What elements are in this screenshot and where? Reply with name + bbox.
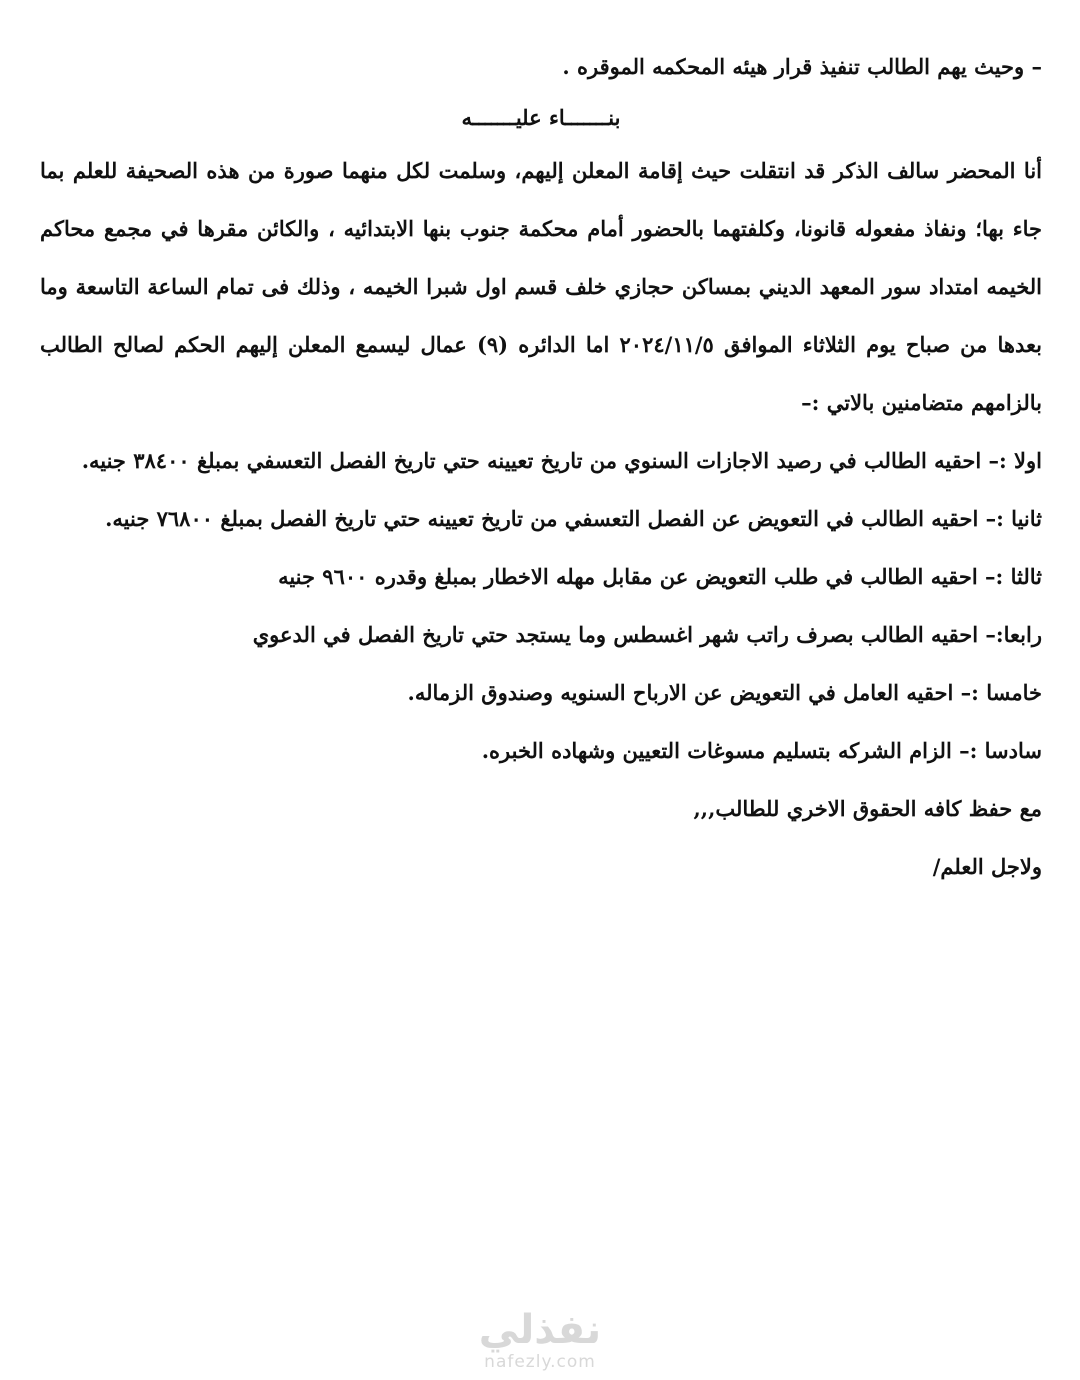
section-heading: بنـــــــاء عليـــــــه <box>461 105 621 130</box>
paragraph-line: أنا المحضر سالف الذكر قد انتقلت حيث إقامة المعلن إليهم، وسلمت لكل منهما صورة من هذه الصحيفة للعلم بما <box>40 158 1042 183</box>
document-body <box>40 40 1042 896</box>
watermark-latin: nafezly.com <box>484 1352 596 1372</box>
list-item-first: اولا :– احقيه الطالب في رصيد الاجازات السنوي من تاريخ تعيينه حتي تاريخ الفصل التعسفي بمبلغ ٣٨٤٠٠ جنيه. <box>81 448 1042 473</box>
paragraph-line: جاء بها؛ ونفاذ مفعوله قانونا، وكلفتهما بالحضور أمام محكمة جنوب بنها الابتدائيه ، والكائن مقرها في مجمع محاكم <box>40 216 1042 241</box>
paragraph-line: بعدها من صباح يوم الثلاثاء الموافق ٢٠٢٤/١١/٥ اما الدائره (٩) عمال ليسمع المعلن إليهم الحكم لصالح الطالب <box>40 332 1042 357</box>
list-item-second: ثانيا :– احقيه الطالب في التعويض عن الفصل التعسفي من تاريخ تعيينه حتي تاريخ الفصل بمبلغ ٧٦٨٠٠ جنيه. <box>105 506 1042 531</box>
intro-line: – وحيث يهم الطالب تنفيذ قرار هيئه المحكمه الموقره . <box>562 54 1042 79</box>
list-item-third: ثالثا :– احقيه الطالب في طلب التعويض عن مقابل مهله الاخطار بمبلغ وقدره ٩٦٠٠ جنيه <box>278 564 1042 589</box>
paragraph-line: بالزامهم متضامنين بالاتي :– <box>801 390 1042 415</box>
closing-line: مع حفظ كافه الحقوق الاخري للطالب,,, <box>693 796 1042 821</box>
list-item-sixth: سادسا :– الزام الشركه بتسليم مسوغات التعيين وشهاده الخبره. <box>481 738 1042 763</box>
nafezly-watermark <box>470 1308 610 1372</box>
paragraph-line: الخيمه امتداد سور المعهد الديني بمساكن حجازي خلف قسم اول شبرا الخيمه ، وذلك فى تمام الساعة التاسعة وما <box>40 274 1042 299</box>
list-item-fifth: خامسا :– احقيه العامل في التعويض عن الارباح السنويه وصندوق الزماله. <box>407 680 1042 705</box>
signature-line: ولاجل العلم/ <box>932 854 1042 879</box>
watermark-arabic: نفذلي <box>478 1307 602 1353</box>
list-item-fourth: رابعا:– احقيه الطالب بصرف راتب شهر اغسطس وما يستجد حتي تاريخ الفصل في الدعوي <box>252 622 1042 647</box>
